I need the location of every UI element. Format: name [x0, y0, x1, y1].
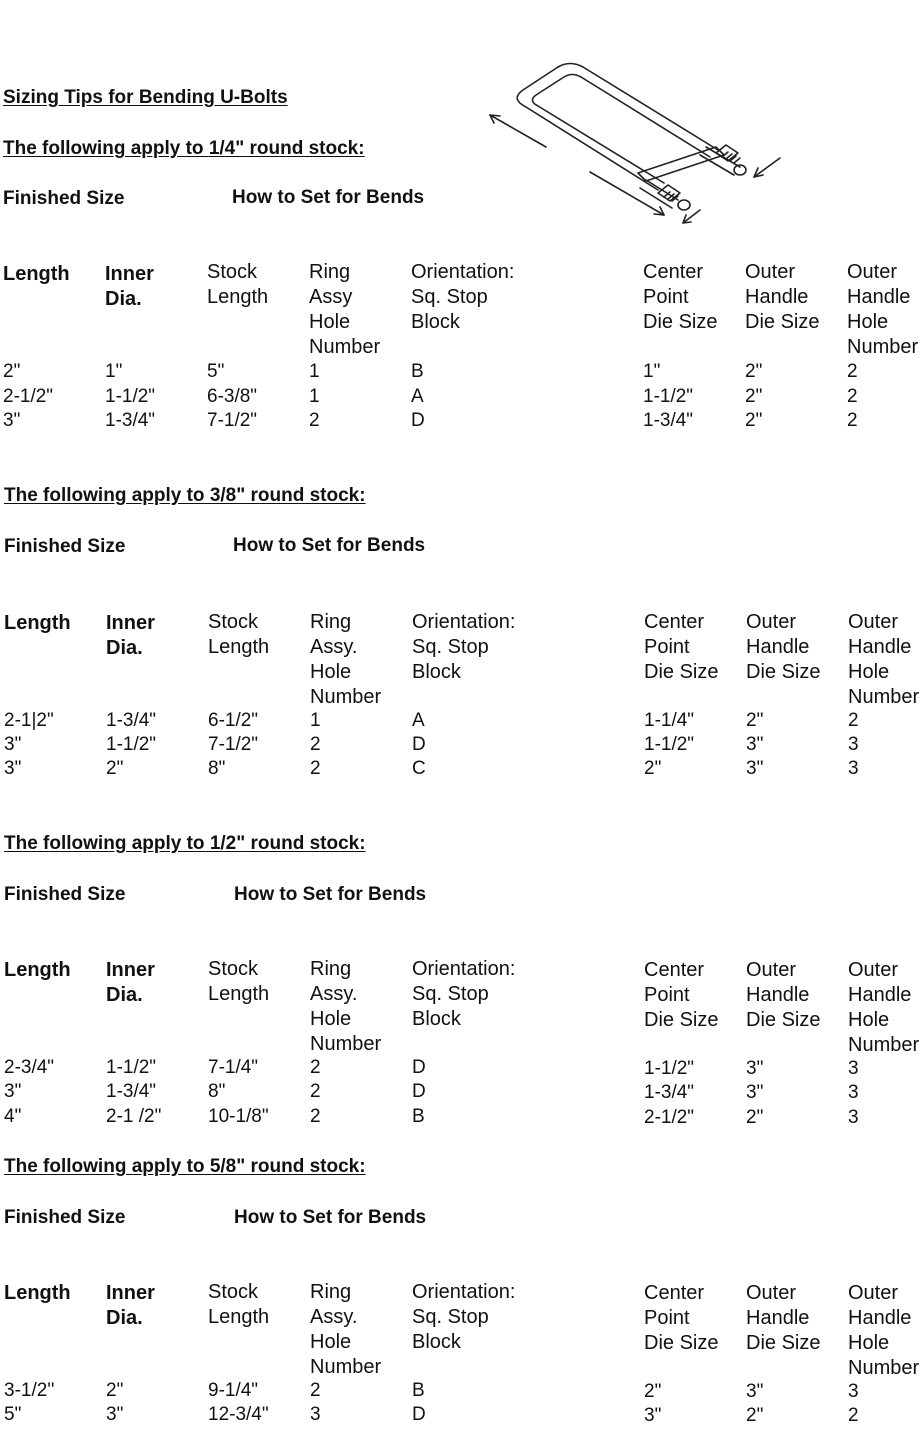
cell-orientation: A — [411, 386, 424, 407]
page-title: Sizing Tips for Bending U-Bolts — [3, 87, 288, 108]
header-stock-length: Stock Length — [208, 1281, 270, 1328]
header-inner-dia: Inner Dia. — [106, 612, 155, 659]
cell-outer-hole: 3 — [848, 1058, 859, 1079]
cell-length: 2-1/2" — [3, 386, 54, 407]
header-length: Length — [4, 1282, 71, 1304]
header-orientation: Orientation: Sq. Stop Block — [412, 958, 516, 1030]
section-title: The following apply to 1/2" round stock: — [4, 833, 366, 854]
cell-outer-hole: 3 — [848, 758, 859, 779]
cell-orientation: D — [412, 1081, 426, 1102]
header-stock-length: Stock Length — [208, 611, 270, 658]
how-to-set-label: How to Set for Bends — [234, 1207, 427, 1228]
header-outer-handle-hole: Outer Handle Hole Number — [848, 1282, 920, 1379]
cell-inner-dia: 2" — [106, 1380, 124, 1401]
cell-orientation: B — [411, 361, 424, 382]
header-stock-length: Stock Length — [207, 261, 269, 308]
header-length: Length — [4, 959, 71, 981]
cell-stock-length: 9-1/4" — [208, 1380, 259, 1401]
cell-stock-length: 7-1/2" — [208, 734, 259, 755]
cell-stock-length: 8" — [208, 758, 226, 779]
cell-inner-dia: 1-1/2" — [105, 386, 156, 407]
cell-outer-hole: 3 — [848, 1082, 859, 1103]
cell-stock-length: 8" — [208, 1081, 226, 1102]
cell-outer-die: 3" — [746, 734, 764, 755]
cell-length: 3" — [4, 1081, 22, 1102]
cell-outer-die: 2" — [745, 361, 763, 382]
cell-ring-hole: 2 — [310, 758, 321, 779]
header-orientation: Orientation: Sq. Stop Block — [412, 611, 516, 683]
cell-outer-hole: 3 — [848, 1381, 859, 1402]
cell-outer-hole: 2 — [848, 710, 859, 731]
header-ring-assy-hole: Ring Assy. Hole Number — [310, 958, 382, 1055]
header-orientation: Orientation: Sq. Stop Block — [411, 261, 515, 333]
header-inner-dia: Inner Dia. — [106, 959, 155, 1006]
finished-size-label: Finished Size — [4, 884, 126, 905]
cell-ring-hole: 1 — [309, 386, 320, 407]
cell-stock-length: 6-1/2" — [208, 710, 259, 731]
header-center-point-die: Center Point Die Size — [644, 1282, 719, 1354]
cell-center-die: 1-3/4" — [643, 410, 694, 431]
header-stock-length: Stock Length — [208, 958, 270, 1005]
header-outer-handle-die: Outer Handle Die Size — [746, 611, 821, 683]
cell-orientation: D — [412, 1057, 426, 1078]
header-outer-handle-hole: Outer Handle Hole Number — [848, 611, 920, 708]
cell-orientation: A — [412, 710, 425, 731]
header-inner-dia: Inner Dia. — [105, 263, 154, 310]
cell-stock-length: 10-1/8" — [208, 1106, 269, 1127]
cell-center-die: 1-1/2" — [644, 734, 695, 755]
cell-outer-die: 2" — [746, 1107, 764, 1128]
header-outer-handle-hole: Outer Handle Hole Number — [847, 261, 919, 358]
cell-center-die: 1" — [643, 361, 661, 382]
cell-stock-length: 7-1/2" — [207, 410, 258, 431]
cell-outer-die: 2" — [746, 1405, 764, 1426]
cell-ring-hole: 2 — [309, 410, 320, 431]
cell-outer-die: 3" — [746, 758, 764, 779]
cell-center-die: 2" — [644, 1381, 662, 1402]
cell-inner-dia: 1-3/4" — [106, 1081, 157, 1102]
how-to-set-label: How to Set for Bends — [233, 535, 426, 556]
header-inner-dia: Inner Dia. — [106, 1282, 155, 1329]
cell-length: 3-1/2'' — [4, 1380, 55, 1401]
cell-orientation: D — [411, 410, 425, 431]
how-to-set-label: How to Set for Bends — [234, 884, 427, 905]
cell-outer-die: 3" — [746, 1082, 764, 1103]
cell-center-die: 3" — [644, 1405, 662, 1426]
cell-inner-dia: 1-3/4" — [106, 710, 157, 731]
u-bolt-icon — [478, 55, 788, 230]
header-ring-assy-hole: Ring Assy Hole Number — [309, 261, 381, 358]
cell-length: 2-1|2" — [4, 710, 54, 731]
section-title: The following apply to 5/8" round stock: — [4, 1156, 366, 1177]
cell-inner-dia: 2-1 /2" — [106, 1106, 162, 1127]
cell-orientation: C — [412, 758, 426, 779]
header-length: Length — [4, 612, 71, 634]
cell-orientation: D — [412, 1404, 426, 1425]
cell-outer-die: 2" — [745, 386, 763, 407]
cell-ring-hole: 1 — [310, 710, 321, 731]
cell-stock-length: 5" — [207, 361, 225, 382]
cell-center-die: 1-1/4" — [644, 710, 695, 731]
cell-center-die: 2" — [644, 758, 662, 779]
cell-inner-dia: 2" — [106, 758, 124, 779]
cell-outer-die: 3" — [746, 1381, 764, 1402]
cell-inner-dia: 3" — [106, 1404, 124, 1425]
how-to-set-label: How to Set for Bends — [232, 187, 425, 208]
cell-ring-hole: 2 — [310, 1380, 321, 1401]
header-orientation: Orientation: Sq. Stop Block — [412, 1281, 516, 1353]
header-center-point-die: Center Point Die Size — [643, 261, 718, 333]
cell-inner-dia: 1" — [105, 361, 123, 382]
cell-length: 2-3/4" — [4, 1057, 55, 1078]
cell-inner-dia: 1-3/4" — [105, 410, 156, 431]
cell-length: 2" — [3, 361, 21, 382]
cell-stock-length: 12-3/4" — [208, 1404, 269, 1425]
cell-outer-hole: 3 — [848, 734, 859, 755]
cell-orientation: B — [412, 1380, 425, 1401]
section-title: The following apply to 3/8" round stock: — [4, 485, 366, 506]
header-outer-handle-die: Outer Handle Die Size — [746, 959, 821, 1031]
cell-outer-hole: 2 — [847, 410, 858, 431]
cell-ring-hole: 1 — [309, 361, 320, 382]
cell-outer-hole: 2 — [847, 361, 858, 382]
cell-stock-length: 7-1/4" — [208, 1057, 259, 1078]
section-title: The following apply to 1/4" round stock: — [3, 138, 365, 159]
header-ring-assy-hole: Ring Assy. Hole Number — [310, 1281, 382, 1378]
cell-length: 3" — [3, 410, 21, 431]
cell-orientation: D — [412, 734, 426, 755]
header-outer-handle-die: Outer Handle Die Size — [746, 1282, 821, 1354]
cell-center-die: 1-1/2" — [643, 386, 694, 407]
cell-stock-length: 6-3/8" — [207, 386, 258, 407]
cell-ring-hole: 2 — [310, 1106, 321, 1127]
cell-outer-hole: 2 — [848, 1405, 859, 1426]
header-outer-handle-hole: Outer Handle Hole Number — [848, 959, 920, 1056]
cell-outer-hole: 3 — [848, 1107, 859, 1128]
cell-ring-hole: 2 — [310, 734, 321, 755]
header-center-point-die: Center Point Die Size — [644, 959, 719, 1031]
cell-length: 4" — [4, 1106, 22, 1127]
finished-size-label: Finished Size — [4, 536, 126, 557]
cell-outer-die: 2" — [745, 410, 763, 431]
cell-orientation: B — [412, 1106, 425, 1127]
header-ring-assy-hole: Ring Assy. Hole Number — [310, 611, 382, 708]
cell-length: 3" — [4, 758, 22, 779]
cell-ring-hole: 2 — [310, 1057, 321, 1078]
cell-ring-hole: 3 — [310, 1404, 321, 1425]
cell-outer-die: 2" — [746, 710, 764, 731]
header-length: Length — [3, 263, 70, 285]
cell-center-die: 1-3/4" — [644, 1082, 695, 1103]
cell-inner-dia: 1-1/2" — [106, 1057, 157, 1078]
cell-length: 5" — [4, 1404, 22, 1425]
header-center-point-die: Center Point Die Size — [644, 611, 719, 683]
cell-outer-die: 3" — [746, 1058, 764, 1079]
u-bolt-bender-illustration — [478, 55, 788, 235]
header-outer-handle-die: Outer Handle Die Size — [745, 261, 820, 333]
cell-length: 3" — [4, 734, 22, 755]
finished-size-label: Finished Size — [4, 1207, 126, 1228]
cell-ring-hole: 2 — [310, 1081, 321, 1102]
finished-size-label: Finished Size — [3, 188, 125, 209]
cell-outer-hole: 2 — [847, 386, 858, 407]
cell-inner-dia: 1-1/2" — [106, 734, 157, 755]
cell-center-die: 1-1/2" — [644, 1058, 695, 1079]
cell-center-die: 2-1/2" — [644, 1107, 695, 1128]
